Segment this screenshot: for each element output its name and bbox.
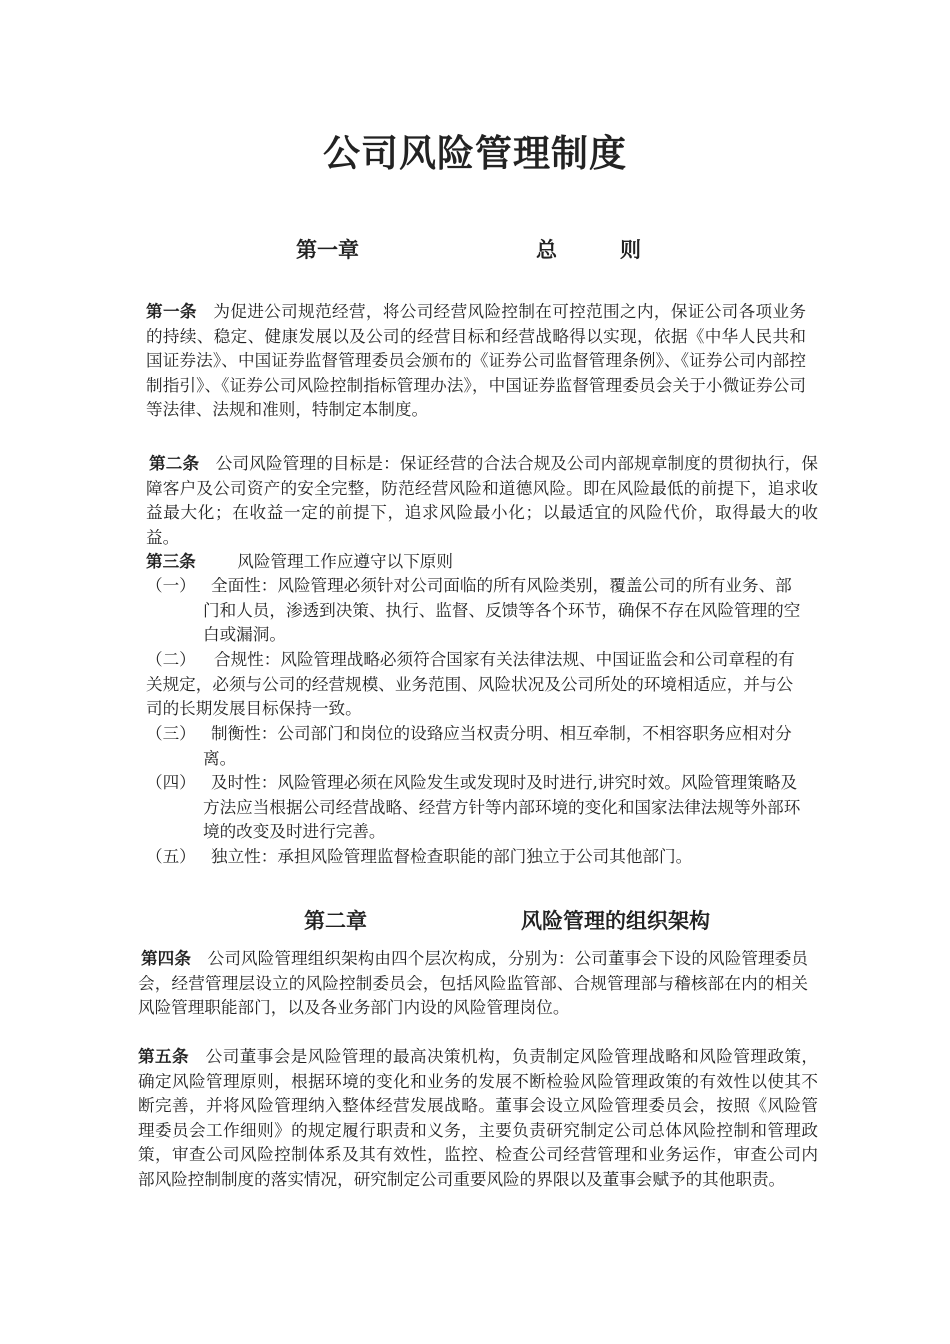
principle-text: 全面性：风险管理必须针对公司面临的所有风险类别，覆盖公司的所有业务、部门和人员，渗透到决策、执行、监督、反馈等各个环节，确保不存在风险管理的空白或漏洞。 bbox=[203, 576, 801, 644]
article-label: 第一条 bbox=[146, 301, 197, 321]
article-5 bbox=[138, 1044, 818, 1192]
chapter-1-number: 第一章 bbox=[296, 237, 359, 262]
article-label: 第四条 bbox=[141, 948, 192, 968]
article-label: 第五条 bbox=[138, 1046, 190, 1066]
article-1 bbox=[146, 299, 806, 423]
principle-text: 制衡性：公司部门和岗位的设臵应当权责分明、相互牵制，不相容职务应相对分离。 bbox=[203, 724, 792, 768]
article-text: 公司风险管理的目标是：保证经营的合法合规及公司内部规章制度的贯彻执行，保障客户及公司资产的安全完整，防范经营风险和道德风险。即在风险最低的前提下，追求收益最大化；在收益一定的前提下，追求风险最小化；以最适宜的风险代价，取得最大的收益。 bbox=[146, 454, 819, 547]
principle-marker: （一） bbox=[146, 576, 196, 595]
principle-marker: （五） bbox=[146, 847, 196, 866]
article-label: 第二条 bbox=[149, 453, 200, 473]
article-text: 公司董事会是风险管理的最高决策机构，负责制定风险管理战略和风险管理政策，确定风险管理原则，根据环境的变化和业务的发展不断检验风险管理政策的有效性以使其不断完善，并将风险管理纳入整体经营发展战略。董事会设立风险管理委员会，按照《风险管理委员会工作细则》的规定履行职责和义务，主要负责研究制定公司总体风险控制和管理政策，审查公司风险控制体系及其有效性，监控、检查公司经营管理和业务运作，审查公司内部风险控制制度的落实情况，研究制定公司重要风险的界限以及董事会赋予的其他职责。 bbox=[138, 1047, 819, 1189]
chapter-2-name: 风险管理的组织架构 bbox=[521, 908, 710, 933]
article-2 bbox=[146, 451, 818, 550]
principle-text: 独立性：承担风险管理监督检查职能的部门独立于公司其他部门。 bbox=[211, 847, 693, 866]
principle-text: 及时性：风险管理必须在风险发生或发现时及时进行,讲究时效。风险管理策略及方法应当根据公司经营战略、经营方针等内部环境的变化和国家法律法规等外部环境的改变及时进行完善。 bbox=[203, 773, 801, 841]
principle-item-3 bbox=[146, 722, 806, 771]
article-label: 第三条 bbox=[146, 551, 196, 571]
principle-text: 合规性：风险管理战略必须符合国家有关法律法规、中国证监会和公司章程的有关规定，必须与公司的经营规模、业务范围、风险状况及公司所处的环境相适应，并与公司的长期发展目标保持一致。 bbox=[146, 650, 795, 718]
article-3 bbox=[146, 549, 806, 575]
principle-item-2 bbox=[146, 648, 806, 722]
principle-marker: （四） bbox=[146, 773, 196, 792]
chapter-1-name: 总 则 bbox=[536, 237, 641, 262]
chapter-2-heading bbox=[0, 906, 950, 936]
principle-item-4 bbox=[146, 771, 806, 845]
article-text: 公司风险管理组织架构由四个层次构成，分别为：公司董事会下设的风险管理委员会，经营管理层设立的风险控制委员会，包括风险监管部、合规管理部与稽核部在内的相关风险管理职能部门，以及各业务部门内设的风险管理岗位。 bbox=[138, 949, 809, 1017]
principle-item-5 bbox=[146, 845, 806, 870]
article-text: 风险管理工作应遵守以下原则 bbox=[237, 552, 453, 571]
document-title: 公司风险管理制度 bbox=[323, 131, 627, 175]
article-4 bbox=[138, 946, 808, 1021]
principle-item-1 bbox=[146, 574, 806, 648]
principle-marker: （三） bbox=[146, 724, 196, 743]
principle-marker: （二） bbox=[146, 650, 196, 669]
chapter-1-heading bbox=[0, 235, 950, 265]
article-text: 为促进公司规范经营，将公司经营风险控制在可控范围之内，保证公司各项业务的持续、稳定、健康发展以及公司的经营目标和经营战略得以实现，依据《中华人民共和国证券法》、中国证券监督管理委员会颁布的《证券公司监督管理条例》、《证券公司内部控制指引》、《证券公司风险控制指标管理办法》，中国证券监督管理委员会关于小微证券公司等法律、法规和准则，特制定本制度。 bbox=[146, 302, 807, 419]
chapter-2-number: 第二章 bbox=[304, 908, 367, 933]
